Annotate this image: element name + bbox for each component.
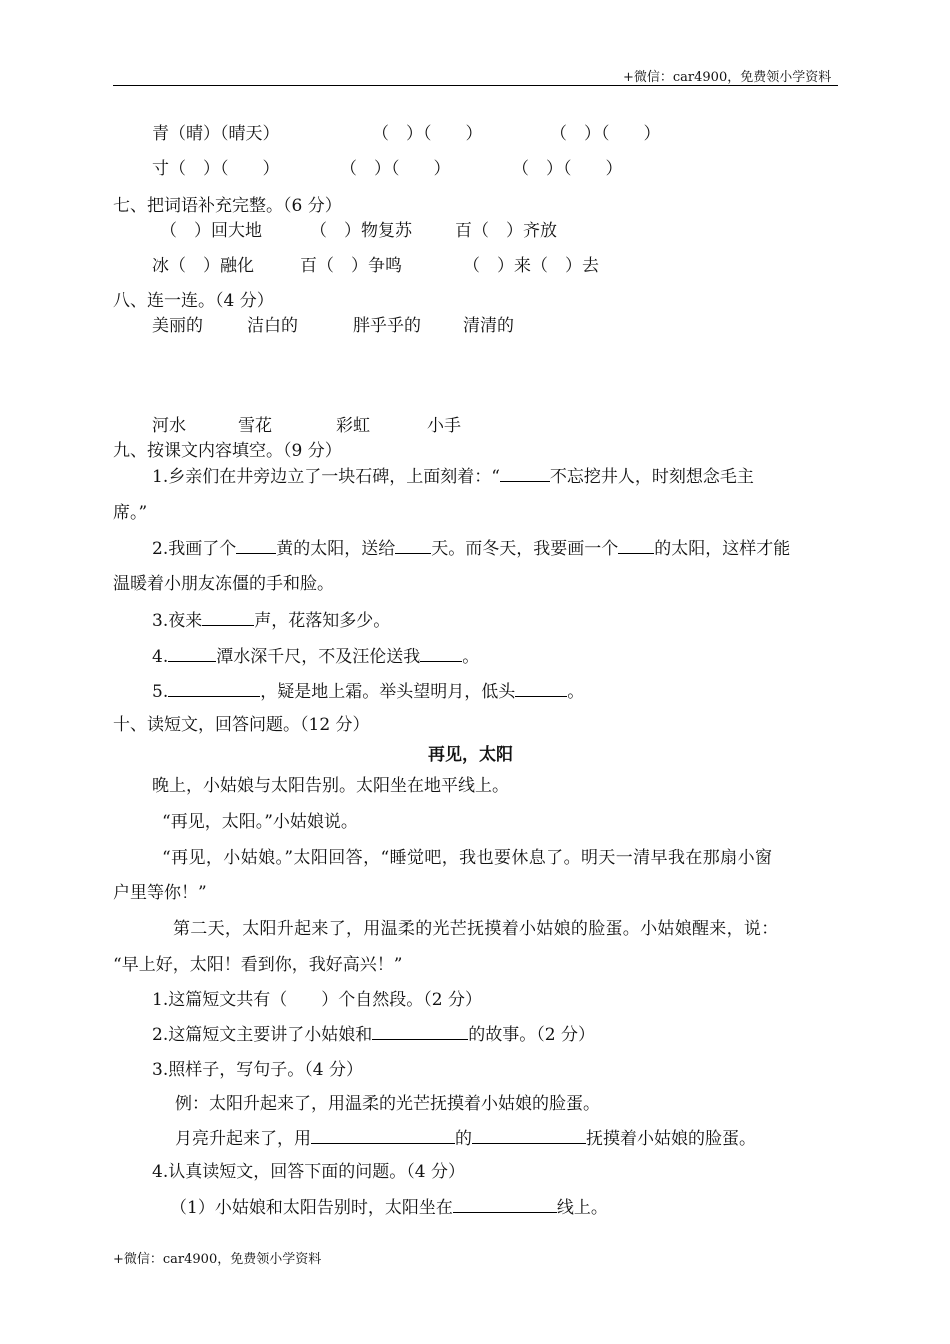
s10-q4: 4.认真读短文，回答下面的问题。（4 分） (152, 1162, 465, 1182)
s6-r2-c2: （ ）（ ） (340, 159, 451, 179)
s10-q3-b: 的 (455, 1129, 472, 1149)
s10-q4-1-blank[interactable] (453, 1196, 557, 1213)
s7-r1-c: 百（ ）齐放 (455, 221, 557, 241)
s10-q4-1 (170, 1196, 608, 1219)
s9-q3 (152, 609, 390, 632)
s9-q5-b: ，疑是地上霜。举头望明月，低头 (260, 682, 516, 702)
s9-q1-c: 席。” (113, 503, 148, 523)
s9-q5 (152, 680, 584, 703)
s6-r2-c3: （ ）（ ） (512, 159, 623, 179)
s8-top-4: 清清的 (463, 316, 514, 336)
s7-r2-b: 百（ ）争鸣 (300, 256, 402, 276)
s9-q5-c: 。 (567, 682, 585, 702)
s9-q4 (152, 645, 479, 668)
s10-q2 (152, 1023, 595, 1046)
s7-r2-c: （ ）来（ ）去 (463, 256, 599, 276)
s10-title: 再见，太阳 (428, 745, 513, 765)
s9-q2-blank1[interactable] (236, 537, 276, 554)
s10-q3-a: 月亮升起来了，用 (175, 1129, 311, 1149)
s6-r2-c1: 寸（ ）（ ） (152, 159, 280, 179)
s8-top-1: 美丽的 (152, 316, 203, 336)
s9-q5-a: 5. (152, 682, 169, 702)
s8-bottom-4: 小手 (427, 416, 461, 436)
s10-q2-a: 2.这篇短文主要讲了小姑娘和 (152, 1025, 373, 1045)
s8-bottom-3: 彩虹 (336, 416, 370, 436)
s8-heading: 八、连一连。（4 分） (113, 291, 274, 311)
s9-q2-line1 (152, 537, 790, 560)
s9-q2-c: 天。而冬天，我要画一个 (431, 539, 619, 559)
s10-q3-c: 抚摸着小姑娘的脸蛋。 (586, 1129, 756, 1149)
s10-q4-1-a: （1）小姑娘和太阳告别时，太阳坐在 (170, 1198, 453, 1218)
s8-bottom-2: 雪花 (238, 416, 272, 436)
s6-r1-c3: （ ）（ ） (550, 124, 661, 144)
s8-bottom-1: 河水 (152, 416, 186, 436)
s10-p2: “再见，太阳。”小姑娘说。 (162, 812, 358, 832)
s9-q1-line1 (152, 465, 754, 488)
s10-p3a: “再见，小姑娘。”太阳回答，“睡觉吧，我也要休息了。明天一清早我在那扇小窗 (162, 848, 773, 868)
s9-q4-blank1[interactable] (168, 645, 216, 662)
s9-q4-c: 。 (462, 647, 480, 667)
s9-q2-b: 黄的太阳，送给 (276, 539, 396, 559)
s10-q3-line (175, 1127, 756, 1150)
s6-r1-c2: （ ）（ ） (372, 124, 483, 144)
s9-q2-blank3[interactable] (618, 537, 654, 554)
header-rule (113, 85, 838, 86)
s9-q3-blank[interactable] (202, 609, 254, 626)
s10-p4b: “早上好，太阳！看到你，我好高兴！” (113, 955, 403, 975)
s9-q1-b: 不忘挖井人，时刻想念毛主 (549, 467, 754, 487)
s10-p4a: 第二天，太阳升起来了，用温柔的光芒抚摸着小姑娘的脸蛋。小姑娘醒来，说： (173, 919, 779, 939)
s10-q4-1-b: 线上。 (556, 1198, 608, 1218)
s8-top-2: 洁白的 (247, 316, 298, 336)
s7-heading: 七、把词语补充完整。（6 分） (113, 196, 342, 216)
s9-q4-b: 潭水深千尺，不及汪伦送我 (216, 647, 421, 667)
s7-r2-a: 冰（ ）融化 (152, 256, 254, 276)
s10-q3-blank2[interactable] (472, 1127, 586, 1144)
s10-q3: 3.照样子，写句子。（4 分） (152, 1060, 363, 1080)
s9-q4-a: 4. (152, 647, 169, 667)
s8-top-3: 胖乎乎的 (353, 316, 421, 336)
s9-q4-blank2[interactable] (420, 645, 462, 662)
footer-note: +微信：car4900，免费领小学资料 (113, 1252, 322, 1267)
s9-q2-a: 2.我画了个 (152, 539, 237, 559)
s7-r1-a: （ ）回大地 (160, 221, 262, 241)
s10-q2-b: 的故事。（2 分） (468, 1025, 595, 1045)
s10-example: 例：太阳升起来了，用温柔的光芒抚摸着小姑娘的脸蛋。 (175, 1094, 600, 1114)
s9-q3-b: 声，花落知多少。 (254, 611, 391, 631)
s9-heading: 九、按课文内容填空。（9 分） (113, 441, 342, 461)
s9-q5-blank2[interactable] (515, 680, 567, 697)
s9-q5-blank1[interactable] (168, 680, 260, 697)
s10-q1: 1.这篇短文共有（ ）个自然段。（2 分） (152, 990, 482, 1010)
s9-q1-a: 1.乡亲们在井旁边立了一块石碑，上面刻着：“ (152, 467, 500, 487)
s9-q2-blank2[interactable] (395, 537, 431, 554)
s10-heading: 十、读短文，回答问题。（12 分） (113, 715, 370, 735)
s10-q2-blank[interactable] (372, 1023, 468, 1040)
s9-q1-blank[interactable] (500, 465, 550, 482)
s9-q2-d: 的太阳，这样才能 (654, 539, 791, 559)
s10-p1: 晚上，小姑娘与太阳告别。太阳坐在地平线上。 (152, 776, 509, 796)
s9-q2-e: 温暖着小朋友冻僵的手和脸。 (113, 574, 334, 594)
header-note: +微信：car4900，免费领小学资料 (623, 70, 832, 85)
s7-r1-b: （ ）物复苏 (310, 221, 412, 241)
s10-p3b: 户里等你！” (113, 883, 207, 903)
s10-q3-blank1[interactable] (311, 1127, 455, 1144)
s6-r1-c1: 青（晴）（晴天） (152, 124, 280, 144)
s9-q3-a: 3.夜来 (152, 611, 203, 631)
